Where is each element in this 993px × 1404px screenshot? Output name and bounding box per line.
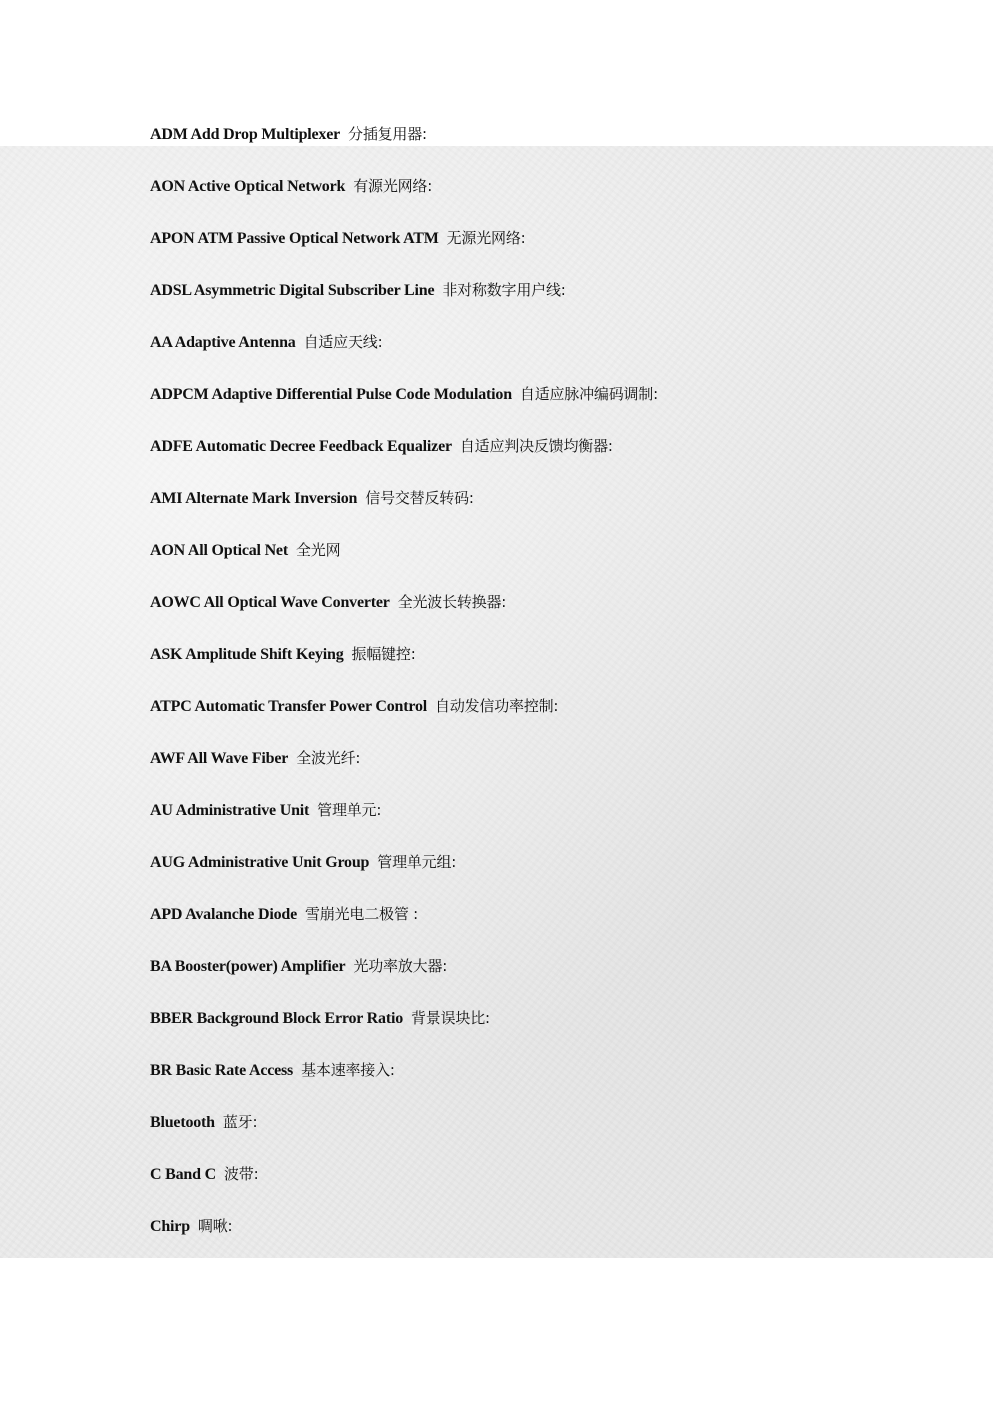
entry-translation: 自动发信功率控制: [435,697,559,715]
entry-term: BR Basic Rate Access [150,1062,294,1079]
entry-translation: 自适应脉冲编码调制: [519,385,658,403]
entry-term: ADFE Automatic Decree Feedback Equalizer [150,438,452,455]
entry-translation: 非对称数字用户线: [442,281,566,299]
entry-term: AU Administrative Unit [150,802,310,819]
entry-translation: 管理单元: [317,801,382,819]
entry-term: AON Active Optical Network [150,178,346,195]
entry-translation: 分插复用器: [348,125,427,143]
entry-translation: 啁啾: [197,1217,233,1235]
glossary-entry [150,797,930,849]
entry-term: AA Adaptive Antenna [150,334,296,351]
glossary-list [150,121,930,1265]
glossary-entry [150,173,930,225]
entry-translation: 振幅键控: [351,645,416,663]
entry-term: APON ATM Passive Optical Network ATM [150,230,439,247]
glossary-entry [150,121,930,173]
entry-term: BBER Background Block Error Ratio [150,1010,403,1027]
entry-translation: 光功率放大器: [353,957,448,975]
glossary-entry [150,641,930,693]
entry-term: C Band C [150,1166,216,1183]
entry-translation: 无源光网络: [446,229,526,247]
entry-translation: 自适应天线: [303,333,383,351]
glossary-entry [150,485,930,537]
glossary-entry [150,329,930,381]
entry-term: AWF All Wave Fiber [150,750,289,767]
entry-translation: 有源光网络: [353,177,433,195]
glossary-entry [150,225,930,277]
glossary-entry [150,901,930,953]
entry-term: AOWC All Optical Wave Converter [150,594,390,611]
glossary-entry [150,277,930,329]
entry-translation: 信号交替反转码: [365,489,474,507]
entry-translation: 自适应判决反馈均衡器: [459,437,613,455]
glossary-entry [150,537,930,589]
glossary-entry [150,589,930,641]
entry-translation: 基本速率接入: [301,1061,395,1079]
glossary-entry [150,693,930,745]
entry-translation: 全光网 [295,541,341,559]
entry-term: AUG Administrative Unit Group [150,854,370,871]
entry-term: Chirp [150,1218,190,1235]
glossary-entry [150,849,930,901]
entry-term: ATPC Automatic Transfer Power Control [150,698,428,715]
entry-translation: 背景误块比: [411,1009,490,1027]
entry-term: AMI Alternate Mark Inversion [150,490,358,507]
entry-term: Bluetooth [150,1114,215,1131]
entry-translation: 管理单元组: [377,853,457,871]
glossary-entry [150,1109,930,1161]
entry-translation: 波带: [223,1165,259,1183]
glossary-entry [150,1005,930,1057]
glossary-entry [150,953,930,1005]
glossary-entry [150,1161,930,1213]
entry-translation: 全波光纤: [296,749,361,767]
entry-term: BA Booster(power) Amplifier [150,958,346,975]
entry-term: AON All Optical Net [150,542,288,559]
entry-translation: 雪崩光电二极管 : [305,905,419,923]
glossary-entry [150,1213,930,1265]
glossary-entry [150,1057,930,1109]
entry-term: APD Avalanche Diode [150,906,298,923]
entry-translation: 全光波长转换器: [397,593,507,611]
glossary-entry [150,745,930,797]
glossary-entry [150,381,930,433]
entry-term: ADM Add Drop Multiplexer [150,126,341,143]
entry-translation: 蓝牙: [222,1113,258,1131]
entry-term: ASK Amplitude Shift Keying [150,646,344,663]
glossary-entry [150,433,930,485]
entry-term: ADPCM Adaptive Differential Pulse Code Modulation [150,386,512,403]
entry-term: ADSL Asymmetric Digital Subscriber Line [150,282,435,299]
